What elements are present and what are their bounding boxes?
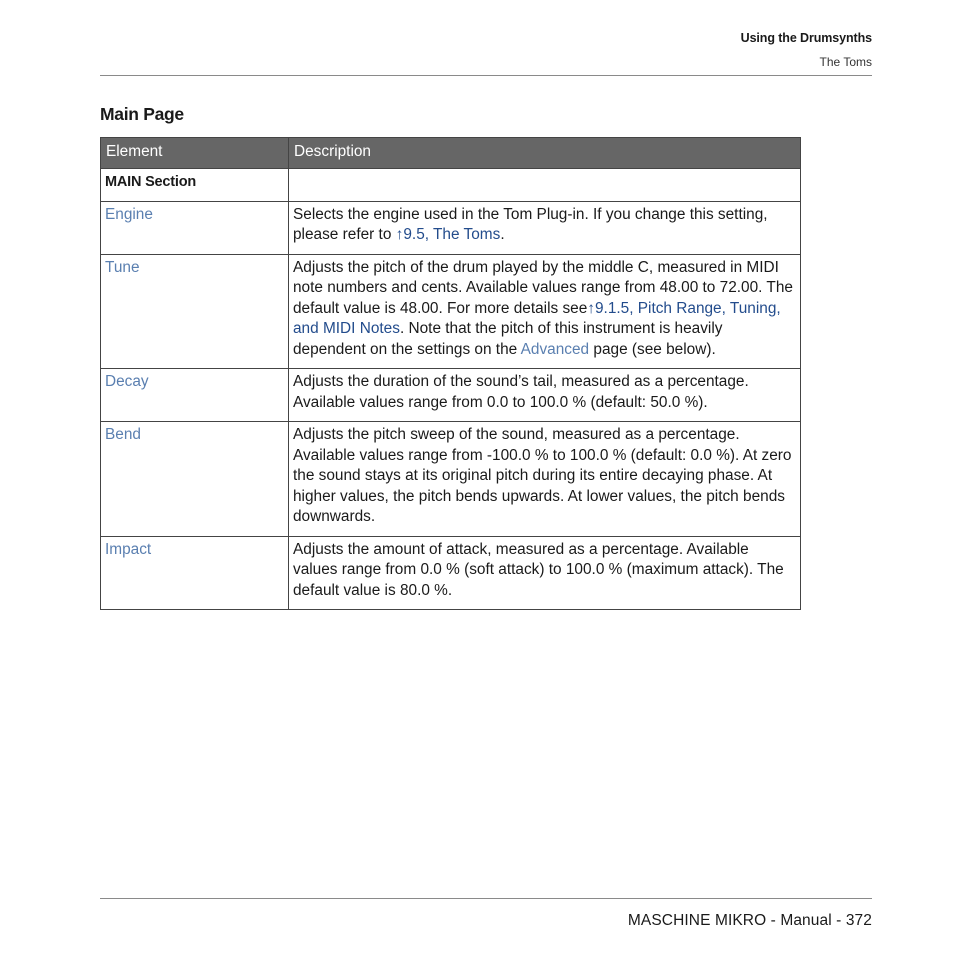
section-empty-cell xyxy=(289,169,801,202)
element-impact[interactable]: Impact xyxy=(101,536,289,610)
section-label: MAIN Section xyxy=(101,169,289,202)
cross-reference-link[interactable]: ↑9.1.5, Pitch Range, Tuning, and MIDI Notes xyxy=(293,299,781,337)
parameter-table xyxy=(100,137,801,610)
description-engine: Selects the engine used in the Tom Plug-in. If you change this setting, please refer to ↑9.5, The Toms. xyxy=(289,201,801,254)
table-header-row xyxy=(101,138,801,169)
description-impact: Adjusts the amount of attack, measured as a percentage. Available values range from 0.0 % (soft attack) to 100.0 % (maximum attack). The default value is 80.0 %. xyxy=(289,536,801,610)
footer-rule xyxy=(100,898,872,899)
description-bend: Adjusts the pitch sweep of the sound, measured as a percentage. Available values range from -100.0 % to 100.0 % (default: 0.0 %). At zero the sound stays at its original pitch during its entire decaying phase. At higher values, the pitch bends upwards. At lower values, the pitch bends downwards. xyxy=(289,422,801,537)
column-header-element: Element xyxy=(101,138,289,169)
cross-reference-link[interactable]: ↑9.5, The Toms xyxy=(395,226,501,243)
column-header-description: Description xyxy=(289,138,801,169)
table-row xyxy=(101,422,801,537)
section-row xyxy=(101,169,801,202)
running-header-chapter: Using the Drumsynths xyxy=(740,31,872,45)
table-row xyxy=(101,536,801,610)
table-row xyxy=(101,369,801,422)
page-footer: MASCHINE MIKRO - Manual - 372 xyxy=(627,912,872,929)
header-rule xyxy=(100,75,872,76)
element-engine[interactable]: Engine xyxy=(101,201,289,254)
page-title: Main Page xyxy=(100,104,184,124)
table-row xyxy=(101,254,801,369)
element-decay[interactable]: Decay xyxy=(101,369,289,422)
running-header-section: The Toms xyxy=(819,55,872,69)
description-decay: Adjusts the duration of the sound’s tail, measured as a percentage. Available values range from 0.0 to 100.0 % (default: 50.0 %). xyxy=(289,369,801,422)
description-tune: Adjusts the pitch of the drum played by the middle C, measured in MIDI note numbers and cents. Available values range from 48.00 to 72.00. The default value is 48.00. For more details see↑9.1.5, Pitch Range, Tuning, and MIDI Notes. Note that the pitch of this instrument is heavily dependent on the settings on the Advanced page (see below). xyxy=(289,254,801,369)
element-bend[interactable]: Bend xyxy=(101,422,289,537)
table-row xyxy=(101,201,801,254)
advanced-page-link[interactable]: Advanced xyxy=(520,340,590,358)
element-tune[interactable]: Tune xyxy=(101,254,289,369)
